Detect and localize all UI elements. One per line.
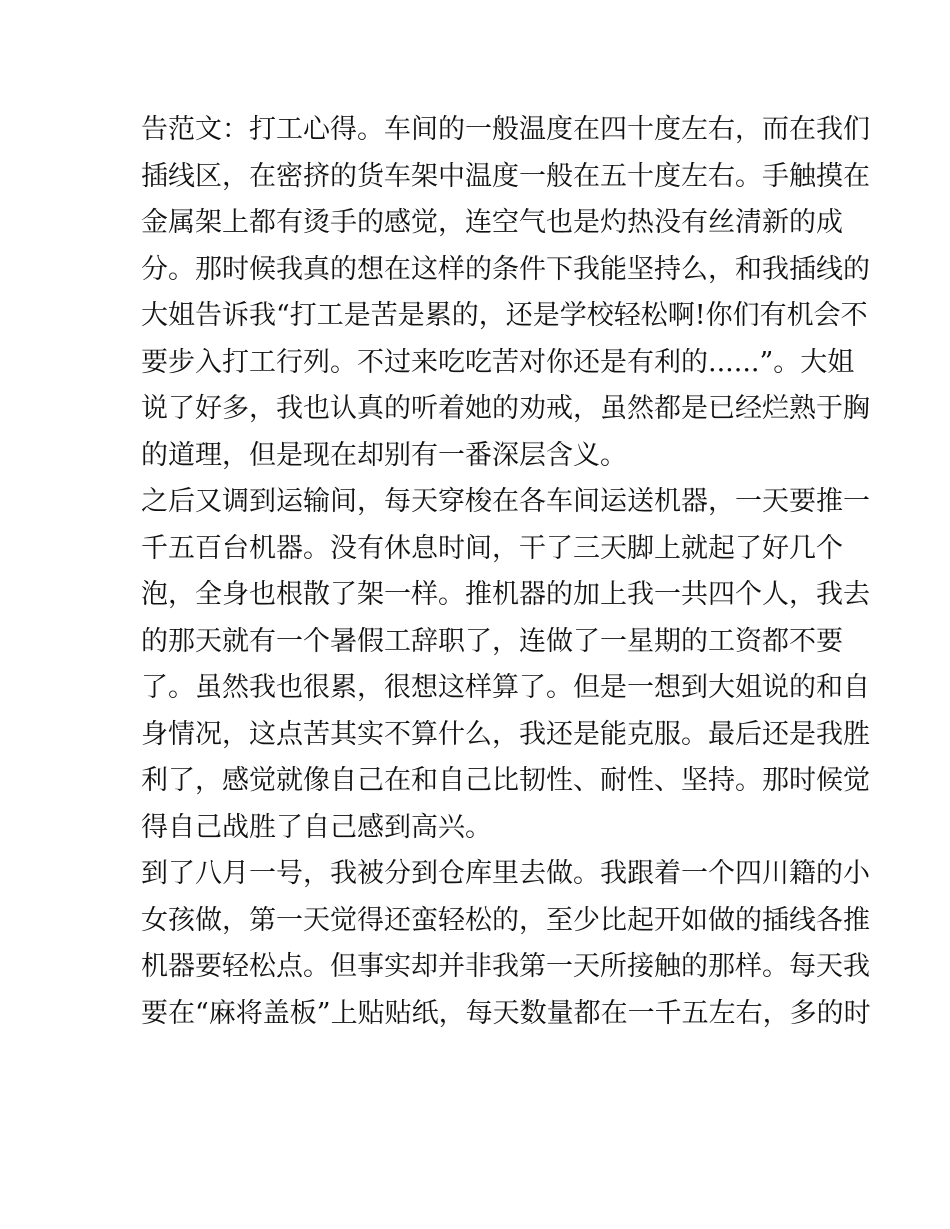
text-line: 得自己战胜了自己感到高兴。	[141, 811, 492, 843]
text-line: 大姐告诉我“打工是苦是累的，还是学校轻松啊!你们有机会不	[141, 300, 868, 331]
text-line: 千五百台机器。没有休息时间，干了三天脚上就起了好几个	[141, 532, 843, 564]
text-line: 泡，全身也根散了架一样。推机器的加上我一共四个人，我去	[141, 579, 870, 610]
text-line: 的那天就有一个暑假工辞职了，连做了一星期的工资都不要	[141, 625, 843, 657]
text-line: 金属架上都有烫手的感觉，连空气也是灼热没有丝清新的成	[141, 207, 843, 238]
text-line: 机器要轻松点。但事实却并非我第一天所接触的那样。每天我	[141, 951, 870, 982]
text-line: 说了好多，我也认真的听着她的劝戒，虽然都是已经烂熟于胸	[141, 393, 870, 424]
text-line: 分。那时候我真的想在这样的条件下我能坚持么，和我插线的	[141, 253, 870, 285]
text-line: 的道理，但是现在却别有一番深层含义。	[141, 439, 627, 471]
text-line: 要步入打工行列。不过来吃吃苦对你还是有利的......”。大姐	[141, 346, 855, 378]
text-line: 之后又调到运输间，每天穿梭在各车间运送机器，一天要推一	[141, 486, 870, 517]
text-line: 到了八月一号，我被分到仓库里去做。我跟着一个四川籍的小	[141, 858, 870, 889]
text-line: 身情况，这点苦其实不算什么，我还是能克服。最后还是我胜	[141, 718, 870, 750]
text-line: 要在“麻将盖板”上贴贴纸，每天数量都在一千五左右，多的时	[141, 997, 871, 1029]
body-text	[141, 107, 871, 1037]
text-line: 插线区，在密挤的货车架中温度一般在五十度左右。手触摸在	[141, 160, 870, 192]
text-line: 了。虽然我也很累，很想这样算了。但是一想到大姐说的和自	[141, 672, 870, 703]
text-line: 告范文：打工心得。车间的一般温度在四十度左右，而在我们	[141, 114, 870, 145]
text-line: 女孩做，第一天觉得还蛮轻松的，至少比起开如做的插线各推	[141, 904, 870, 936]
text-line: 利了，感觉就像自己在和自己比韧性、耐性、坚持。那时候觉	[141, 765, 870, 796]
